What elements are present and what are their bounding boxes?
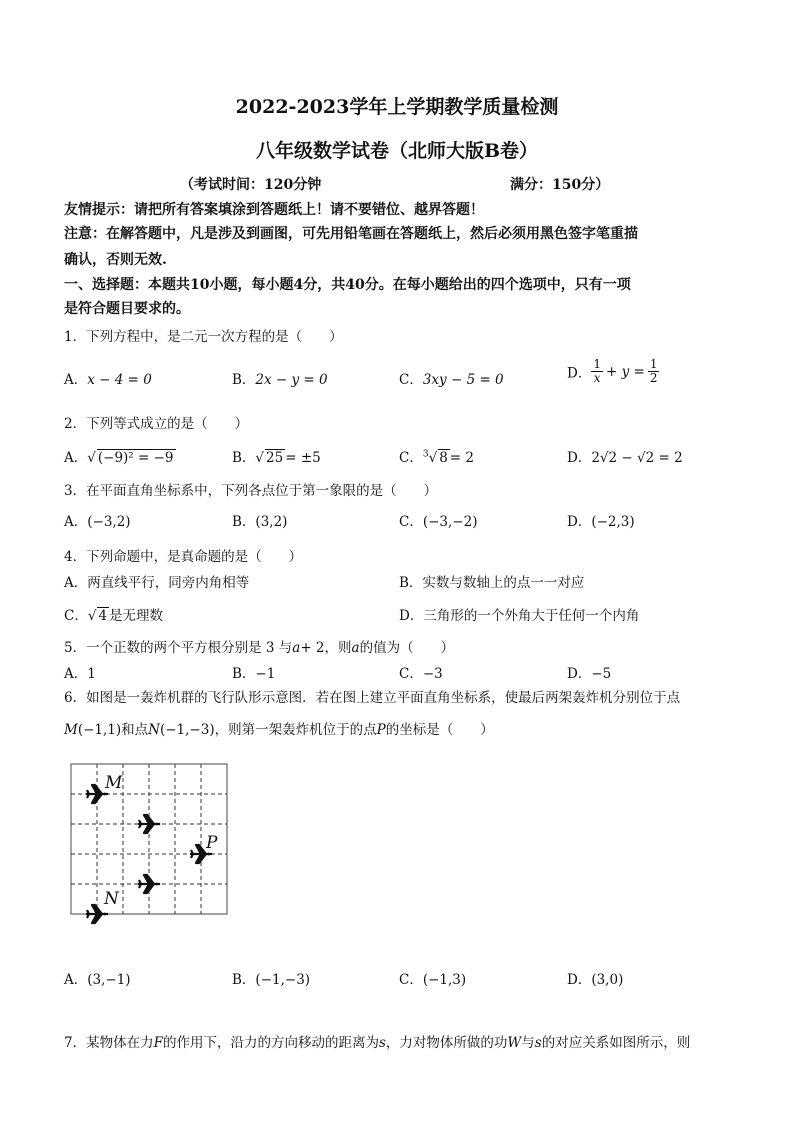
q6-option-a <box>64 968 131 988</box>
option-letter: C． <box>64 608 88 624</box>
q5-option-a <box>64 662 96 682</box>
option-letter: C． <box>399 972 423 988</box>
label-m: M <box>105 773 123 793</box>
q6-c-text: (−1,3) <box>422 972 467 988</box>
q6-a-text: (3,−1) <box>87 972 131 988</box>
q5-option-c <box>399 662 443 682</box>
q3-stem: 3．在平面直角坐标系中，下列各点位于第一象限的是（ ） <box>64 483 438 499</box>
exam-time: （考试时间：120分钟 <box>180 177 322 193</box>
q4-stem: 4．下列命题中，是真命题的是（ ） <box>64 549 303 565</box>
option-letter: B． <box>232 666 256 682</box>
q1-option-c <box>399 368 504 388</box>
q6-d-text: (3,0) <box>591 972 624 988</box>
q5-b-text: −1 <box>255 666 276 682</box>
attention-line1: 注意：在解答题中，凡是涉及到画图，可先用铅笔画在答题纸上，然后必须用黑色签字笔重描 <box>64 226 638 242</box>
q4-option-c: C．√ 4 是无理数 <box>64 608 164 624</box>
q1-option-b <box>232 368 328 388</box>
q1-a-text: x − 4 = 0 <box>87 372 152 388</box>
q4-c-rest: 是无理数 <box>109 608 164 624</box>
q5-option-d <box>567 662 611 682</box>
q2-stem: 2．下列等式成立的是（ ） <box>64 416 249 432</box>
option-letter: A． <box>64 972 88 988</box>
q2-option-d <box>567 446 683 466</box>
q3-option-c <box>399 510 477 530</box>
option-letter: B． <box>399 575 423 591</box>
q1-option-a <box>64 368 152 388</box>
q4-option-d <box>399 604 639 624</box>
q1-d-frac1: $\frac{1}{x}$ <box>593 357 601 385</box>
option-letter: B． <box>232 450 256 466</box>
q3-option-a <box>64 510 131 530</box>
q2-option-a: A．√ (−9)² = −9 <box>64 450 174 466</box>
q1-d-mid: + y = <box>605 363 645 380</box>
option-letter: C． <box>399 514 423 530</box>
q2-option-c: C．$^3$√ 8 = 2 <box>399 449 474 466</box>
exam-subtitle: 八年级数学试卷（北师大版B卷） <box>255 140 539 162</box>
q1-option-d <box>567 358 659 385</box>
label-p: P <box>206 833 218 853</box>
option-letter: C． <box>399 372 423 388</box>
attention-line2: 确认，否则无效. <box>64 252 167 268</box>
option-letter: D． <box>567 450 592 466</box>
q2-option-b: B．√ 25 = ±5 <box>232 450 321 466</box>
q3-c-text: (−3,−2) <box>422 514 478 530</box>
q5-d-text: −5 <box>591 666 612 682</box>
q4-c-radicand: 4 <box>98 608 108 624</box>
q3-b-text: (3,2) <box>255 514 288 530</box>
q3-d-text: (−2,3) <box>591 514 635 530</box>
option-letter: D． <box>567 514 592 530</box>
option-letter: C． <box>399 450 423 466</box>
q6-stem-line1: 6．如图是一轰炸机群的飞行队形示意图．若在图上建立平面直角坐标系，使最后两架轰炸机分别位于点 <box>64 690 681 706</box>
option-letter: D． <box>567 972 592 988</box>
q4-b-text: 实数与数轴上的点一一对应 <box>422 575 585 591</box>
full-score: 满分：150分） <box>510 177 610 193</box>
q4-option-a <box>64 571 249 591</box>
q1-stem: 1．下列方程中，是二元一次方程的是（ ） <box>64 329 343 345</box>
section1-line1: 一、选择题：本题共10小题，每小题4分，共40分。在每小题给出的四个选项中，只有一项 <box>64 277 631 293</box>
q6-b-text: (−1,−3) <box>255 972 311 988</box>
airplane-icon-2 <box>138 815 161 833</box>
q3-option-b <box>232 510 287 530</box>
option-letter: B． <box>232 972 256 988</box>
formation-diagram <box>64 758 236 930</box>
tip-text: 友情提示：请把所有答案填涂到答题纸上！请不要错位、越界答题！ <box>64 202 484 218</box>
q5-c-text: −3 <box>422 666 443 682</box>
q1-c-text: 3xy − 5 = 0 <box>422 372 504 388</box>
option-letter: A． <box>64 666 88 682</box>
q4-option-b <box>399 571 584 591</box>
q3-option-d <box>567 510 635 530</box>
option-letter: A． <box>64 514 88 530</box>
q6-option-d <box>567 968 623 988</box>
option-letter: D． <box>567 365 592 382</box>
q2-c-index: 3 <box>422 449 429 460</box>
option-letter: B． <box>232 514 256 530</box>
q6-option-c <box>399 968 466 988</box>
q1-d-frac2: $\frac{1}{2}$ <box>649 357 658 385</box>
section1-line2: 是符合题目要求的。 <box>64 301 190 317</box>
q6-stem-line2: M(−1,1)和点N(−1,−3)，则第一架轰炸机位于的点P的坐标是（ ） <box>64 722 494 738</box>
q5-option-b <box>232 662 275 682</box>
option-letter: A． <box>64 450 88 466</box>
option-letter: A． <box>64 372 88 388</box>
option-letter: C． <box>399 666 423 682</box>
q5-a-text: 1 <box>87 666 96 682</box>
option-letter: A． <box>64 575 88 591</box>
q4-d-text: 三角形的一个外角大于任何一个内角 <box>423 608 640 624</box>
q3-a-text: (−3,2) <box>87 514 131 530</box>
q2-c-radicand: 8 <box>439 450 448 466</box>
q2-b-rest: = ±5 <box>285 450 321 466</box>
q2-a-text: (−9)² = −9 <box>97 450 174 466</box>
airplane-icon-4 <box>138 875 161 893</box>
label-n: N <box>104 889 119 909</box>
q2-c-rest: = 2 <box>449 450 474 466</box>
option-letter: B． <box>232 372 256 388</box>
exam-title: 2022-2023学年上学期教学质量检测 <box>235 96 559 118</box>
q4-a-text: 两直线平行，同旁内角相等 <box>87 575 250 591</box>
q1-b-text: 2x − y = 0 <box>255 372 328 388</box>
option-letter: D． <box>567 666 592 682</box>
q2-d-text: 2√2 − √2 = 2 <box>591 450 683 466</box>
q2-b-radicand: 25 <box>266 450 284 466</box>
option-letter: D． <box>399 608 424 624</box>
q5-stem: 5．一个正数的两个平方根分别是 3 与a+ 2，则a的值为（ ） <box>64 640 455 656</box>
q7-stem: 7．某物体在力F的作用下，沿力的方向移动的距离为s，力对物体所做的功W与s的对应关系如图所示，则 <box>64 1035 691 1051</box>
q6-option-b <box>232 968 310 988</box>
